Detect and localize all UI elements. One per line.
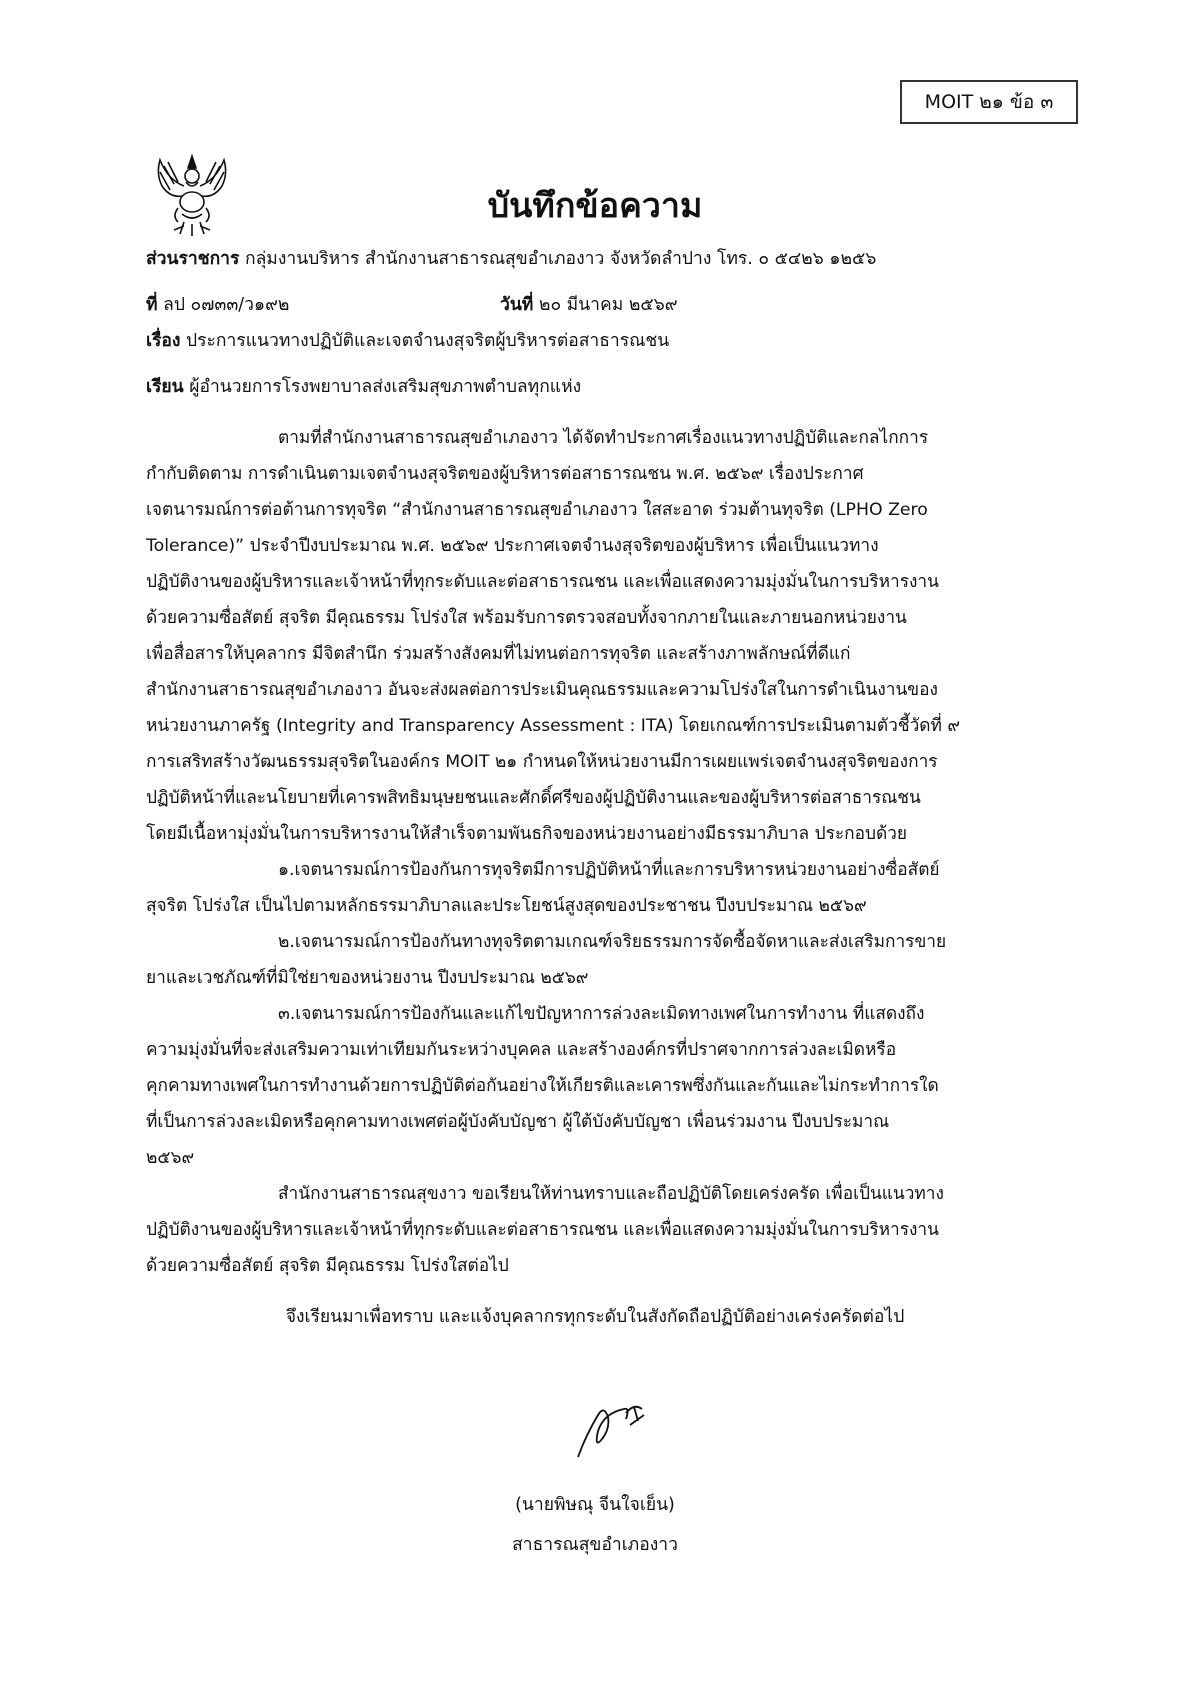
date-line (500, 290, 678, 318)
subject-value: ประการแนวทางปฏิบัติและเจตจำนงสุจริตผู้บริหารต่อสาธารณชน (186, 331, 670, 351)
para-2-line: ปฏิบัติงานของผู้บริหารและเจ้าหน้าที่ทุกระดับและต่อสาธารณชน และเพื่อแสดงความมุ่งมั่นในการบริหารงาน (146, 1220, 939, 1240)
ref-line (146, 290, 289, 318)
reference-box: MOIT ๒๑ ข้อ ๓ (900, 80, 1078, 124)
item-3-line: คุกคามทางเพศในการทำงานด้วยการปฏิบัติต่อกันอย่างให้เกียรติและเคารพซึ่งกันและกันและไม่กระทำการใด (146, 1076, 939, 1096)
text-line: Tolerance)” ประจำปีงบประมาณ พ.ศ. ๒๕๖๙ ประกาศเจตจำนงสุจริตของผู้บริหาร เพื่อเป็นแนวทาง (146, 536, 879, 556)
closing-text: จึงเรียนมาเพื่อทราบ และแจ้งบุคลากรทุกระดับในสังกัดถือปฏิบัติอย่างเคร่งครัดต่อไป (285, 1307, 905, 1327)
text-line: ด้วยความซื่อสัตย์ สุจริต มีคุณธรรม โปร่งใส พร้อมรับการตรวจสอบทั้งจากภายในและภายนอกหน่วยงาน (146, 608, 907, 628)
item-3-line: ความมุ่งมั่นที่จะส่งเสริมความเท่าเทียมกันระหว่างบุคคล และสร้างองค์กรที่ปราศจากการล่วงละเมิดหรือ (146, 1040, 897, 1060)
agency-label: ส่วนราชการ (146, 249, 240, 269)
text-line: เพื่อสื่อสารให้บุคลากร มีจิตสำนึก ร่วมสร้างสังคมที่ไม่ทนต่อการทุจริต และสร้างภาพลักษณ์ที่ดีแก่ (146, 644, 851, 664)
text-line: สำนักงานสาธารณสุขอำเภองาว อันจะส่งผลต่อการประเมินคุณธรรมและความโปร่งใสในการดำเนินงานของ (146, 680, 938, 700)
para-2-line: สำนักงานสาธารณสุขงาว ขอเรียนให้ท่านทราบและถือปฏิบัติโดยเคร่งครัด เพื่อเป็นแนวทาง (278, 1184, 944, 1204)
text-line: กำกับติดตาม การดำเนินตามเจตจำนงสุจริตของผู้บริหารต่อสาธารณชน พ.ศ. ๒๕๖๙ เรื่องประกาศ (146, 464, 864, 484)
item-3-line: ที่เป็นการล่วงละเมิดหรือคุกคามทางเพศต่อผู้บังคับบัญชา ผู้ใต้บังคับบัญชา เพื่อนร่วมงาน ปีงบประมาณ (146, 1112, 890, 1132)
signer-name: (นายพิษณุ จีนใจเย็น) (515, 1495, 675, 1515)
item-3-line: ๒๕๖๙ (146, 1148, 195, 1168)
page-title: บันทึกข้อความ (487, 186, 703, 226)
text-line: ปฏิบัติหน้าที่และนโยบายที่เคารพสิทธิมนุษยชนและศักดิ์ศรีของผู้ปฏิบัติงานและของผู้บริหารต่อสาธารณชน (146, 788, 921, 808)
signer-position: สาธารณสุขอำเภองาว (512, 1535, 678, 1555)
item-1-line: สุจริต โปร่งใส เป็นไปตามหลักธรรมาภิบาลและประโยชน์สูงสุดของประชาชน ปีงบประมาณ ๒๕๖๙ (146, 896, 867, 916)
text-line: เจตนารมณ์การต่อต้านการทุจริต “สำนักงานสาธารณสุขอำเภองาว ใสสะอาด ร่วมต้านทุจริต (LPHO Zero (146, 500, 928, 520)
item-1-line: ๑.เจตนารมณ์การป้องกันการทุจริตมีการปฏิบัติหน้าที่และการบริหารหน่วยงานอย่างซื่อสัตย์ (278, 860, 940, 880)
body-paragraph-1 (146, 420, 1052, 1284)
item-2-line: ยาและเวชภัณฑ์ที่มิใช่ยาของหน่วยงาน ปีงบประมาณ ๒๕๖๙ (146, 968, 589, 988)
ref-value: ลป ๐๗๓๓/ว๑๙๒ (163, 295, 290, 315)
ref-label: ที่ (146, 295, 158, 315)
to-label: เรียน (146, 377, 184, 397)
text-line: โดยมีเนื้อหามุ่งมั่นในการบริหารงานให้สำเร็จตามพันธกิจของหน่วยงานอย่างมีธรรมาภิบาล ประกอบด้วย (146, 824, 907, 844)
to-value: ผู้อำนวยการโรงพยาบาลส่งเสริมสุขภาพตำบลทุกแห่ง (189, 377, 582, 397)
text-line: ตามที่สำนักงานสาธารณสุขอำเภองาว ได้จัดทำประกาศเรื่องแนวทางปฏิบัติและกลไกการ (278, 428, 929, 448)
signature-icon (568, 1395, 658, 1465)
date-label: วันที่ (500, 295, 534, 315)
text-line: ปฏิบัติงานของผู้บริหารและเจ้าหน้าที่ทุกระดับและต่อสาธารณชน และเพื่อแสดงความมุ่งมั่นในการบริหารงาน (146, 572, 939, 592)
text-line: การเสริทสร้างวัฒนธรรมสุจริตในองค์กร MOIT ๒๑ กำหนดให้หน่วยงานมีการเผยแพร่เจตจำนงสุจริตของการ (146, 752, 938, 772)
agency-value: กลุ่มงานบริหาร สำนักงานสาธารณสุขอำเภองาว จังหวัดลำปาง โทร. ๐ ๕๔๒๖ ๑๒๕๖ (244, 249, 877, 269)
item-3-line: ๓.เจตนารมณ์การป้องกันและแก้ไขปัญหาการล่วงละเมิดทางเพศในการทำงาน ที่แสดงถึง (278, 1004, 925, 1024)
item-2-line: ๒.เจตนารมณ์การป้องกันทางทุจริตตามเกณฑ์จริยธรรมการจัดซื้อจัดหาและส่งเสริมการขาย (278, 932, 947, 952)
agency-line (146, 244, 876, 272)
para-2-line: ด้วยความซื่อสัตย์ สุจริต มีคุณธรรม โปร่งใสต่อไป (146, 1256, 509, 1276)
to-line (146, 372, 581, 400)
text-line: หน่วยงานภาครัฐ (Integrity and Transparency Assessment : ITA) โดยเกณฑ์การประเมินตามตัวชี้วัดที่ ๙ (146, 716, 961, 736)
subject-line (146, 326, 669, 354)
date-value: ๒๐ มีนาคม ๒๕๖๙ (538, 295, 678, 315)
subject-label: เรื่อง (146, 331, 181, 351)
